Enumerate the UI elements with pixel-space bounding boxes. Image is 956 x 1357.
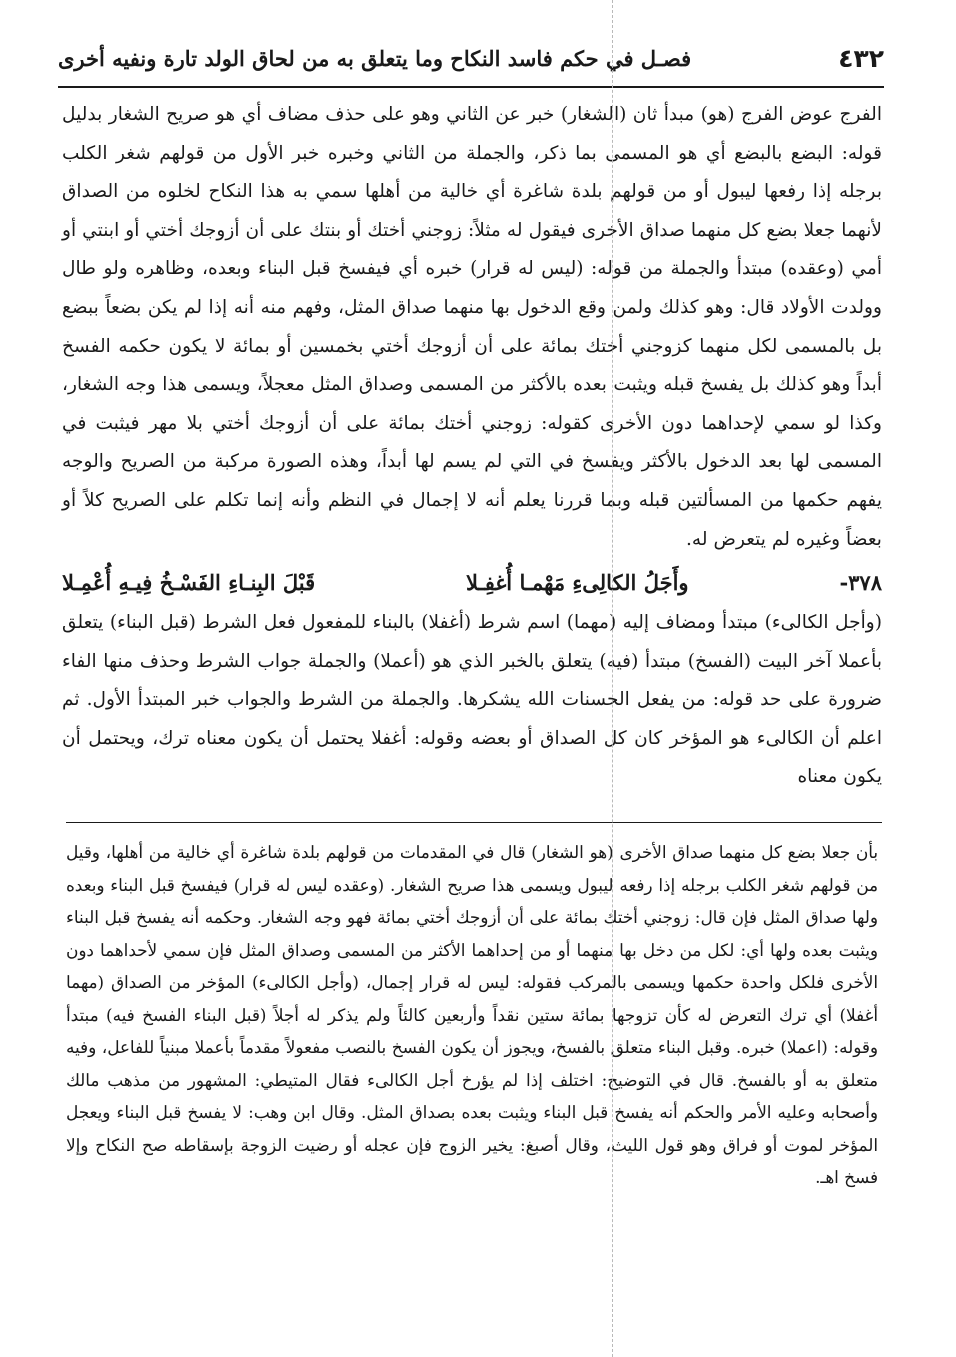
page-number: ٤٣٢ [838, 43, 884, 73]
page-fold-line [612, 0, 613, 1357]
verse-line [62, 563, 882, 601]
commentary-paragraph: (وأجل الكالىء) مبتدأ ومضاف إليه (مهما) اسم شرط (أغفلا) بالبناء للمفعول فعل الشرط (قبل البناء) يتعلق بأعملا آخر البيت (الفسخ) مبتدأ (فيه) يتعلق بالخبر الذي هو (أعملا) والجملة جواب الشرط وحذف منها الفاء ضرورة على حد قوله: من يفعل الحسنات الله يشكرها. والجملة من الشرط والجواب خبر المبتدأ الأول. ثم اعلم أن الكالىء هو المؤخر كان كل الصداق أو بعضه وقوله: أغفلا يحتمل أن يكون معناه ترك، ويحتمل أن يكون معناه [62, 612, 882, 788]
main-text [62, 96, 882, 559]
header-rule [58, 86, 884, 88]
footnote-rule [66, 822, 882, 823]
verse-hemistich-second: قَبْلَ البِنـاءِ الفَسْـخُ فِيـهِ أُعْمِـلا [62, 569, 316, 595]
verse-number: ٣٧٨- [839, 569, 882, 595]
footnote-paragraph: بأن جعلا بضع كل منهما صداق الأخرى (هو الشغار) قال في المقدمات من قولهم بلدة شاغرة أي خالية من أهلها، وقيل من قولهم شغر الكلب برجله إذا رفعه ليبول ويسمى هذا صريح الشغار. (وعقده ليس له قرار) فيفسخ قبل البناء وبعده ولها صداق المثل فإن قال: زوجني أختك بمائة على أن أزوجك أختي بمائة فهو وجه الشغار. وحكمه أنه يفسخ قبل البناء ويثبت بعده ولها أي: لكل من دخل بها منهما أو من إحداهما الأكثر من المسمى وصداق المثل فإن سمي لأحداهما دون الأخرى فلكل واحدة حكمها ويسمى بالمركب فقوله: ليس له قرار إجمال، (وأجل الكالىء) المؤخر من الصداق (مهما أغفلا) أي ترك التعرض له كأن تزوجها بمائة ستين نقداً وأربعين كالئاً ولم يذكر له أجلاً (قبل البناء الفسخ فيه) مبتدأ وقوله: (اعملا) خبره. وقبل البناء متعلق بالفسخ، ويجوز أن يكون الفسخ بالنصب مفعولاً مقدماً بأعملا مبنياً للفاعل، وفيه متعلق به أو بالفسخ. قال في التوضيح: اختلف إذا لم يؤرخ أجل الكالىء فقال المتيطي: المشهور من مذهب مالك وأصحابه وعليه الأمر والحكم أنه يفسخ قبل البناء ويثبت بعده بصداق المثل. وقال ابن وهب: لا يفسخ قبل البناء ويعجل المؤخر لموت أو فراق وهو قول الليث، وقال أصبغ: يخير الزوج فإن عجله أو رضيت الزوجة بإسقاطه صح النكاح وإلا فسخ اهـ. [66, 842, 878, 1187]
verse-commentary [62, 604, 882, 797]
commentary-paragraph: الفرج عوض الفرج (هو) مبدأ ثان (الشغار) خبر عن الثاني وهو على حذف مضاف أي هو صريح الشغار بدليل قوله: البضع بالبضع أي هو المسمى بما ذكر، والجملة من الثاني وخبره خبر الأول من قولهم شغر الكلب برجله إذا رفعها ليبول أو من قولهم بلدة شاغرة أي خالية من أهلها سمي به هذا النكاح لخلوه من الصداق لأنهما جعلا بضع كل منهما صداق الأخرى فيقول له مثلاً: زوجني أختك أو بنتك على أن أزوجك أختي أو ابنتي أو أمي (وعقده) مبتدأ والجملة من قوله: (ليس له قرار) خبره أي فيفسخ قبل البناء وبعده، وظاهره ولو طال وولدت الأولاد قال: وهو كذلك ولمن وقع الدخول بها منهما صداق المثل، وفهم منه أنه إذا لم يكن بضعاً ببضع بل بالمسمى لكل منهما كزوجني أختك بمائة على أن أزوجك أختي بخمسين أو بمائة لا يكون حكمه الفسخ أبداً وهو كذلك بل يفسخ قبله ويثبت بعده بالأكثر من المسمى وصداق المثل معجلاً، ويسمى هذا وجه الشغار، وكذا لو سمي لإحداهما دون الأخرى كقوله: زوجني أختك بمائة على أن أزوجك أختي بلا مهر فيثبت في المسمى لها بعد الدخول بالأكثر ويفسخ في التي لم يسم لها أبداً، وهذه الصورة مركبة من الصريح والوجه يفهم حكمها من المسألتين قبله وبما قررنا يعلم أنه لا إجمال في النظم وأنه إنما تكلم على الصريح كلاً أو بعضاً وغيره لم يتعرض له. [62, 104, 882, 550]
verse-hemistich-first: وأَجَلُ الكالِىءِ مَهْمـا أُغفِـلا [466, 569, 689, 595]
page-header [58, 36, 884, 80]
running-title: فصـل في حكم فاسد النكاح وما يتعلق به من لحاق الولد تارة ونفيه أخرى [58, 45, 692, 71]
footnotes [66, 836, 878, 1194]
